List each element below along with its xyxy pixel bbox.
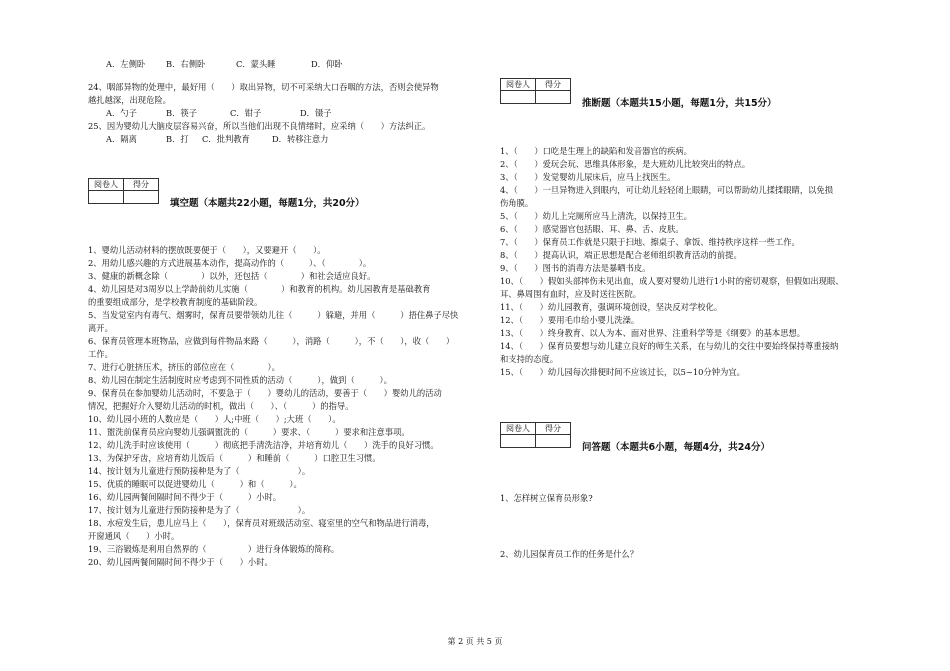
option-c: C．蒙头睡 (236, 59, 276, 69)
option-a: A．左侧卧 (106, 59, 146, 69)
judge-question-line: 4、（ ）一旦异物进入到眼内，可让幼儿轻轻闭上眼睛，可以帮助幼儿揉揉眼睛，以免损 (500, 185, 834, 195)
qa-score-box (500, 422, 571, 448)
option-b: B．打 (166, 134, 189, 144)
fill-question-line: 10、幼儿园小班的人数应是（ ）人;中班（ ）;大班（ ）。 (88, 414, 341, 424)
judge-question-line: 3、（ ）发觉婴幼儿尿床后，应马上找医生。 (500, 172, 676, 182)
fill-question-line: 4、幼儿园是对3周岁以上学龄前幼儿实施（ ）和教育的机构。幼儿园教育是基础教育 (88, 284, 431, 294)
score-label: 得分 (536, 79, 571, 91)
score-label: 得分 (536, 423, 571, 435)
option-d: D．镊子 (300, 108, 332, 118)
judge-question-line: 和支持的态度。 (500, 354, 559, 364)
judge-question-line: 6、（ ）感觉器官包括眼、耳、鼻、舌、皮肤。 (500, 224, 684, 234)
score-cell (536, 435, 571, 448)
option-a: A．隔离 (106, 134, 137, 144)
q24-text-cont: 越扎越深，出现危险。 (88, 95, 171, 105)
fill-question-line: 9、保育员在参加婴幼儿活动时，不要急于（ ）婴幼儿的活动，要善于（ ）婴幼儿的活动 (88, 388, 442, 398)
fill-question-line: 8、幼儿园在制定生活制度时应考虑到不同性质的活动（ ），做到（ ）。 (88, 375, 392, 385)
judge-question-line: 伤角膜。 (500, 198, 534, 208)
fill-score-box (88, 178, 159, 204)
fill-section-title: 填空题（本题共22小题，每题1分，共20分） (170, 198, 365, 209)
fill-question-line: 情况，把握好介入婴幼儿活动的时机，做出（ ）、（ ）的指导。 (88, 401, 354, 411)
judge-question-line: 10、（ ）假如头部摔伤未见出血，成人要对婴幼儿进行1小时的密切观察，但假如出现眼、 (500, 276, 844, 286)
qa-question-2 (500, 548, 872, 561)
judge-question-line: 1、（ ）口吃是生理上的缺陷和发音器官的疾病。 (500, 146, 692, 156)
reviewer-cell (89, 191, 124, 204)
qa-section-title: 问答题（本题共6小题，每题4分，共24分） (582, 442, 770, 453)
judge-question-line: 14、（ ）保育员要想与幼儿建立良好的师生关系，在与幼儿的交往中要始终保持尊重接纳 (500, 341, 839, 351)
q24-text: 24、咽部异物的处理中，最好用（ ）取出异物，切不可采纳大口吞咽的方法，否则会使异物 (88, 82, 439, 92)
fill-question-line: 12、幼儿洗手时应该使用（ ）彻底把手清洗洁净，并培育幼儿（ ）洗手的良好习惯。 (88, 440, 439, 450)
score-cell (124, 191, 159, 204)
fill-question-line: 16、幼儿园两餐间隔时间不得少于（ ）小时。 (88, 492, 282, 502)
fill-question-line: 6、保育员管理本班物品，应做到每件物品来路（ ），消路（ ），不（ ），收（ ） (88, 336, 455, 346)
fill-question-line: 2、用幼儿感兴趣的方式进展基本动作，提高动作的（ ）、（ ）。 (88, 258, 372, 268)
judge-question-line: 11、（ ）幼儿园教育，强调环境创设，坚决反对学校化。 (500, 302, 723, 312)
fill-questions (88, 244, 488, 569)
fill-question-line: 5、当发觉室内有毒气、烟雾时，保育员要带领幼儿往（ ）躲避，并用（ ）捂住鼻子尽快 (88, 310, 459, 320)
reviewer-cell (501, 435, 536, 448)
reviewer-label: 阅卷人 (501, 79, 536, 91)
q25-text: 25、因为婴幼儿大脑皮层容易兴奋，所以当他们出现不良情绪时，应采纳（ ）方法纠正。 (88, 121, 431, 131)
q24-options (88, 107, 488, 120)
judge-score-box (500, 78, 571, 104)
judge-question-line: 7、（ ）保育员工作就是只限于扫地、擦桌子、拿饭、维持秩序这样一些工作。 (500, 237, 800, 247)
option-b: B．筷子 (166, 108, 197, 118)
left-column (88, 58, 488, 146)
judge-question-line: 12、（ ）要用毛巾给小婴儿洗澡。 (500, 315, 640, 325)
fill-question-line: 工作。 (88, 349, 113, 359)
q25-options (88, 133, 488, 146)
judge-question-line: 5、（ ）幼儿上完厕所应马上清洗，以保持卫生。 (500, 211, 692, 221)
qa-question-1 (500, 492, 872, 505)
option-a: A．勺子 (106, 108, 137, 118)
judge-question-line: 13、（ ）终身教育、以人为本、面对世界、注重科学等是《纲要》的基本思想。 (500, 328, 806, 338)
judge-question-line: 8、（ ）提高认识，端正思想是配合老师组织教育活动的前提。 (500, 250, 742, 260)
reviewer-label: 阅卷人 (89, 179, 124, 191)
fill-question-line: 13、为保护牙齿，应培育幼儿饭后（ ）和睡前（ ）口腔卫生习惯。 (88, 453, 381, 463)
fill-question-line: 20、幼儿园两餐间隔时间不得少于（ ）小时。 (88, 557, 273, 567)
judge-question-line: 2、（ ）爱玩会玩、思维具体形象，是大班幼儿比较突出的特点。 (500, 159, 751, 169)
fill-question-line: 7、进行心脏挤压术，挤压的部位应在（ ）。 (88, 362, 280, 372)
option-c: C．批判教育 (202, 134, 250, 144)
judge-questions (500, 145, 872, 379)
fill-question-line: 15、优质的睡眠可以促进婴幼儿（ ）和（ ）。 (88, 479, 302, 489)
judge-section-title: 推断题（本题共15小题，每题1分，共15分） (582, 98, 777, 109)
fill-question-line: 的重要组成部分，是学校教育制度的基础阶段。 (88, 297, 263, 307)
fill-question-line: 1、婴幼儿活动材料的摆放既要便于（ ），又要避开（ ）。 (88, 245, 326, 255)
qa-q2-text: 2、幼儿园保育员工作的任务是什么？ (500, 549, 639, 559)
fill-question-line: 17、按计划为儿童进行预防接种是为了（ ）。 (88, 505, 311, 515)
fill-question-line: 3、健康的新概念除（ ）以外，还包括（ ）和社会适应良好。 (88, 271, 376, 281)
reviewer-label: 阅卷人 (501, 423, 536, 435)
option-c: C．钳子 (230, 108, 262, 118)
fill-question-line: 18、水痘发生后，患儿应马上（ ），保育员对班级活动室、寝室里的空气和物品进行消毒， (88, 518, 435, 528)
fill-question-line: 14、按计划为儿童进行预防接种是为了（ ）。 (88, 466, 311, 476)
fill-question-line: 离开。 (88, 323, 113, 333)
fill-question-line: 11、盥洗前保育员应向婴幼儿强调盥洗的（ ）要求、（ ）要求和注意事项。 (88, 427, 410, 437)
fill-question-line: 开窗通风（ ）小时。 (88, 531, 180, 541)
page-footer: 第 2 页 共 5 页 (447, 637, 503, 646)
q23-options (88, 58, 488, 71)
reviewer-cell (501, 91, 536, 104)
score-cell (536, 91, 571, 104)
option-d: D．仰卧 (311, 59, 343, 69)
score-label: 得分 (124, 179, 159, 191)
fill-question-line: 19、三浴锻炼是利用自然界的（ ）进行身体锻炼的简称。 (88, 544, 340, 554)
judge-question-line: 9、（ ）图书的消毒方法是暴晒书皮。 (500, 263, 651, 273)
qa-q1-text: 1、怎样树立保育员形象? (500, 493, 593, 503)
option-d: D．转移注意力 (272, 134, 329, 144)
option-b: B．右侧卧 (166, 59, 206, 69)
judge-question-line: 耳、鼻周围有血时，应及时送往医院。 (500, 289, 642, 299)
judge-question-line: 15、（ ）幼儿园每次排便时间不应该过长，以5~10分钟为宜。 (500, 367, 745, 377)
